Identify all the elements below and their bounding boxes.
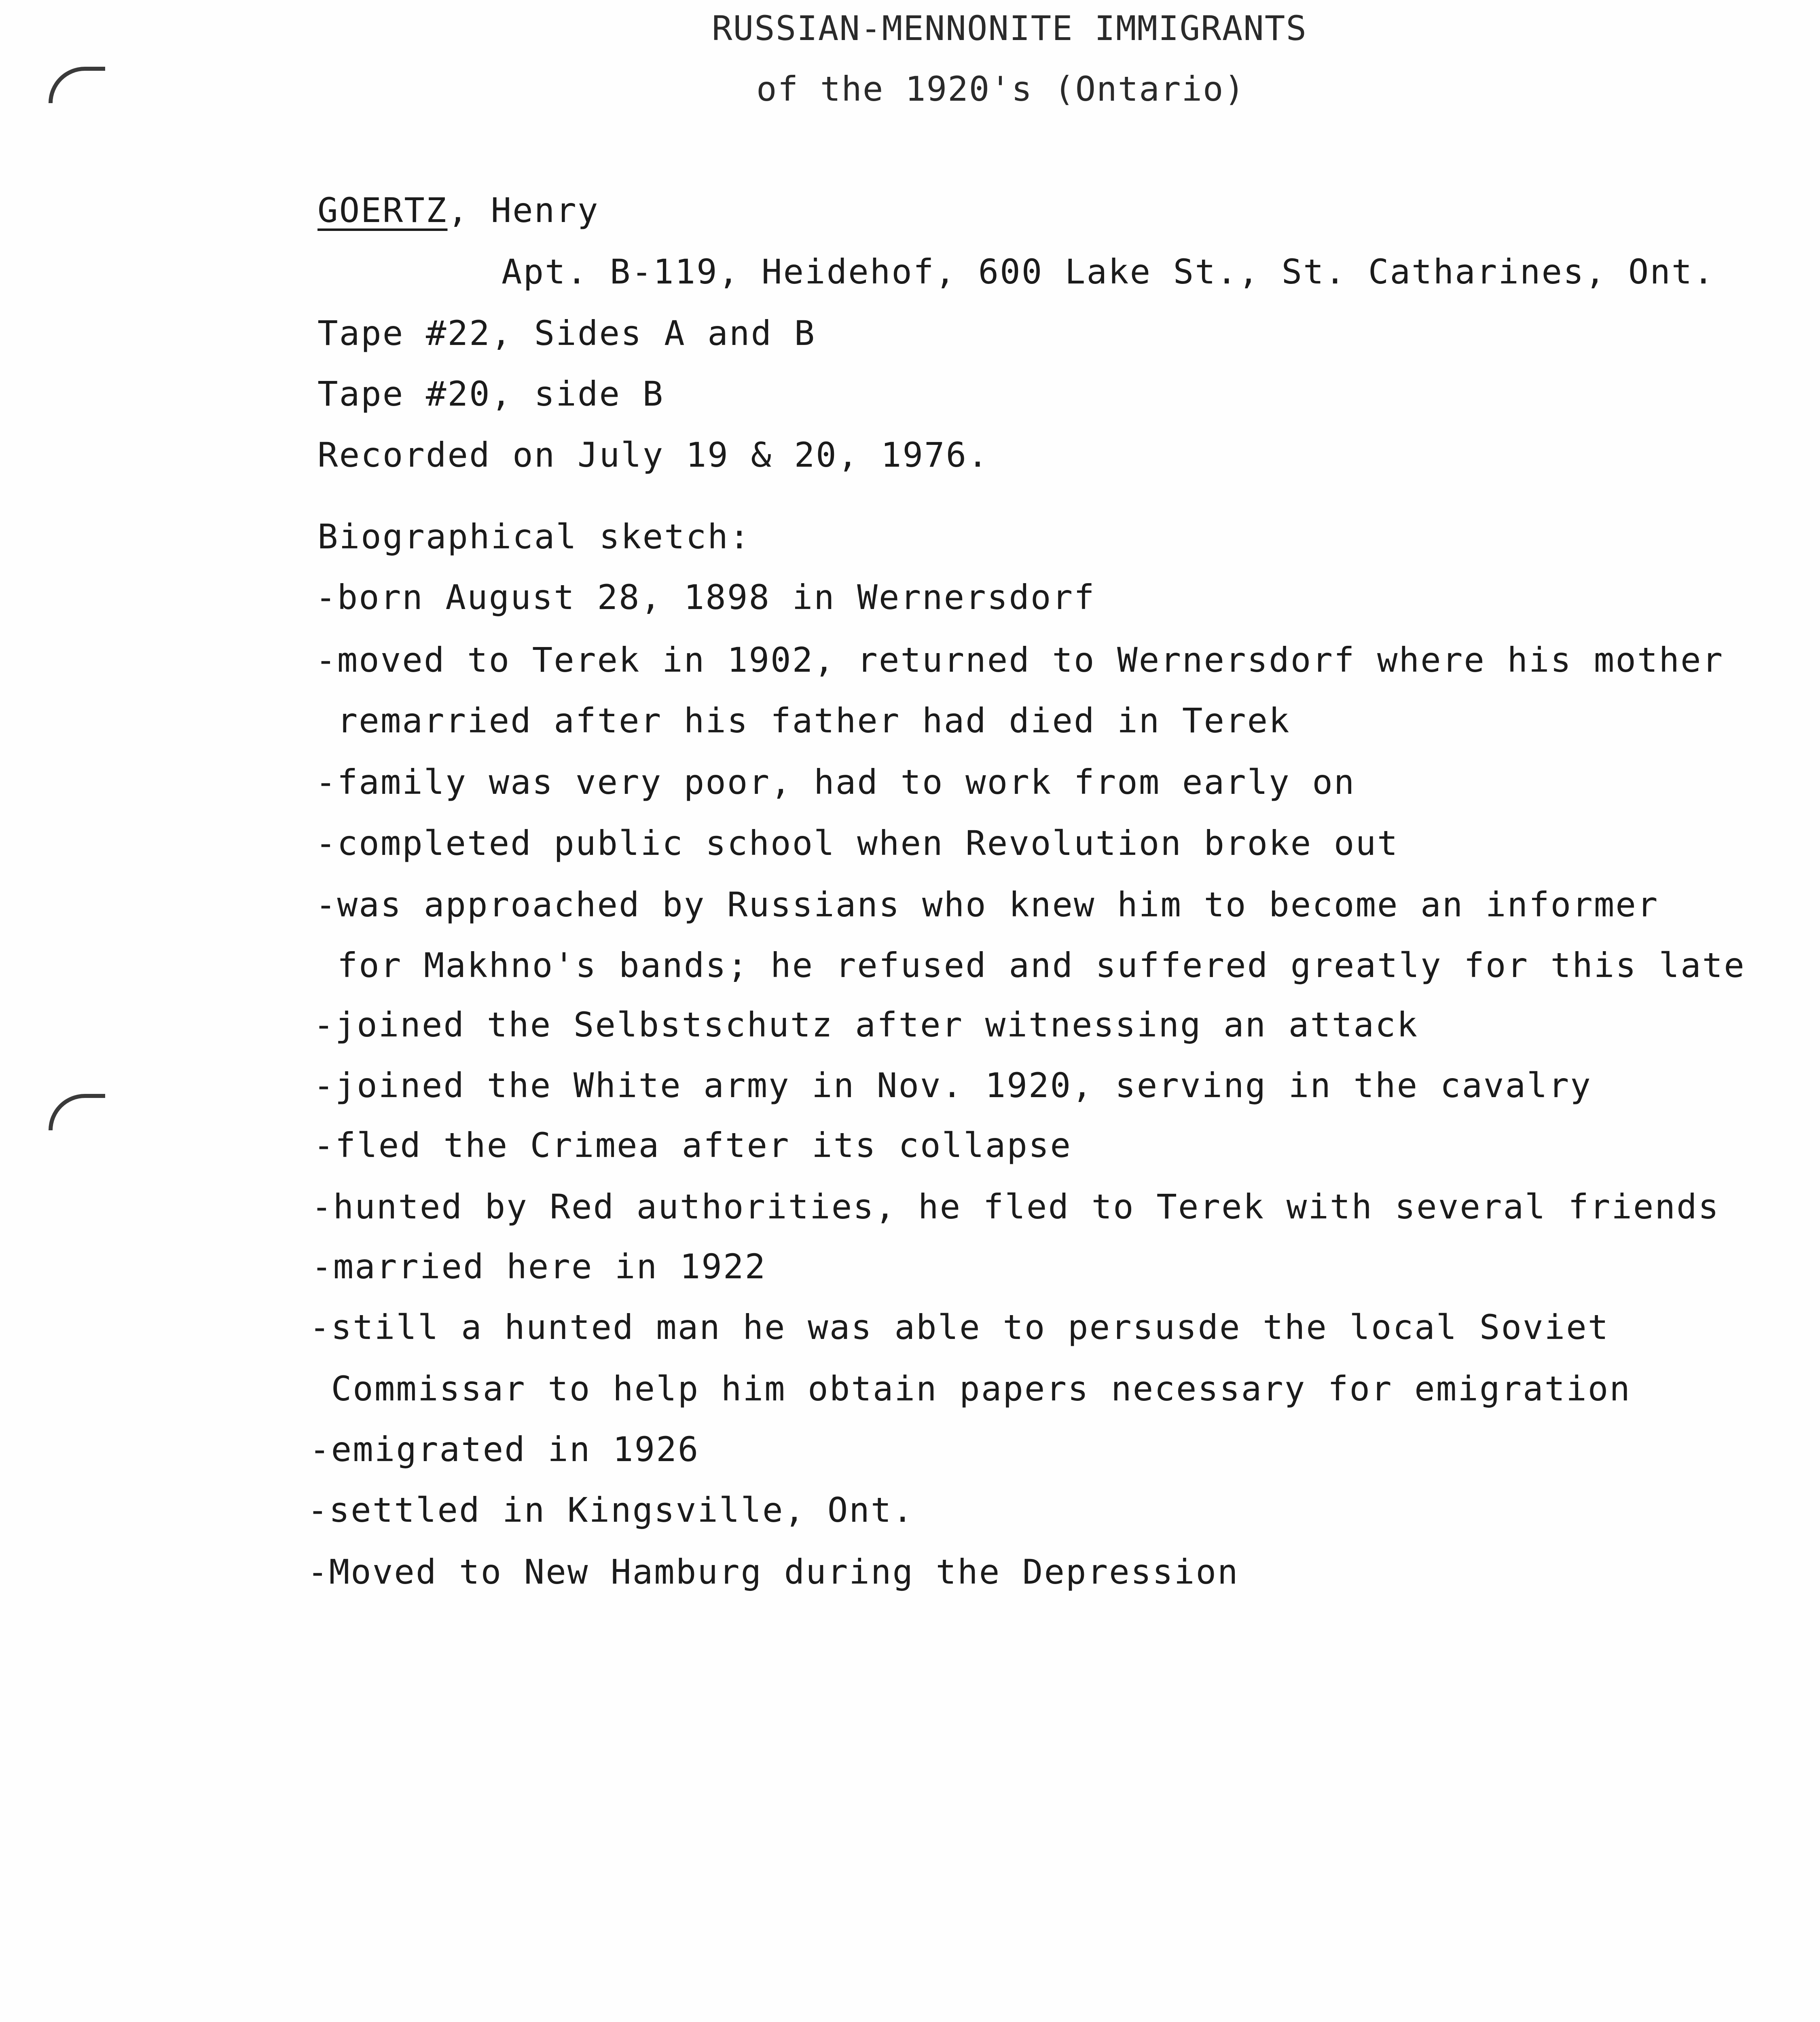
sketch-line: -joined the Selbstschutz after witnessing an attack [313,1005,1419,1045]
sketch-line: -family was very poor, had to work from early on [315,762,1356,802]
sketch-line: -emigrated in 1926 [309,1430,700,1469]
tape-line-2: Tape #20, side B [317,374,665,414]
person-name [317,190,599,230]
sketch-line: -married here in 1922 [311,1247,767,1286]
sketch-line: -still a hunted man he was able to persusde the local Soviet [309,1307,1610,1347]
sketch-line: -hunted by Red authorities, he fled to Terek with several friends [311,1187,1720,1227]
sketch-line: -completed public school when Revolution broke out [315,823,1399,863]
tape-line-1: Tape #22, Sides A and B [317,313,816,353]
sketch-line: -moved to Terek in 1902, returned to Wernersdorf where his mother [315,640,1724,680]
sketch-line: -joined the White army in Nov. 1920, serving in the cavalry [313,1066,1592,1105]
sketch-line: -born August 28, 1898 in Wernersdorf [315,577,1096,617]
sketch-line: for Makhno's bands; he refused and suffered greatly for this late [315,945,1746,985]
person-given-name: , Henry [447,190,599,230]
document-title-line-1: RUSSIAN-MENNONITE IMMIGRANTS [712,8,1308,48]
sketch-line: Commissar to help him obtain papers necessary for emigration [309,1369,1631,1409]
punch-hole-mark-top [49,67,105,103]
sketch-line: -fled the Crimea after its collapse [313,1125,1072,1165]
sketch-line: remarried after his father had died in Terek [315,701,1291,740]
punch-hole-mark-middle [49,1094,105,1130]
person-surname: GOERTZ [317,190,448,230]
sketch-line: -Moved to New Hamburg during the Depression [307,1552,1239,1592]
recorded-date: Recorded on July 19 & 20, 1976. [317,435,989,475]
document-title-line-2: of the 1920's (Ontario) [756,69,1246,109]
sketch-line: -was approached by Russians who knew him to become an informer [315,885,1659,924]
sketch-line: -settled in Kingsville, Ont. [307,1490,914,1530]
sketch-heading: Biographical sketch: [317,517,751,556]
person-address: Apt. B-119, Heidehof, 600 Lake St., St. Catharines, Ont. [502,252,1715,292]
